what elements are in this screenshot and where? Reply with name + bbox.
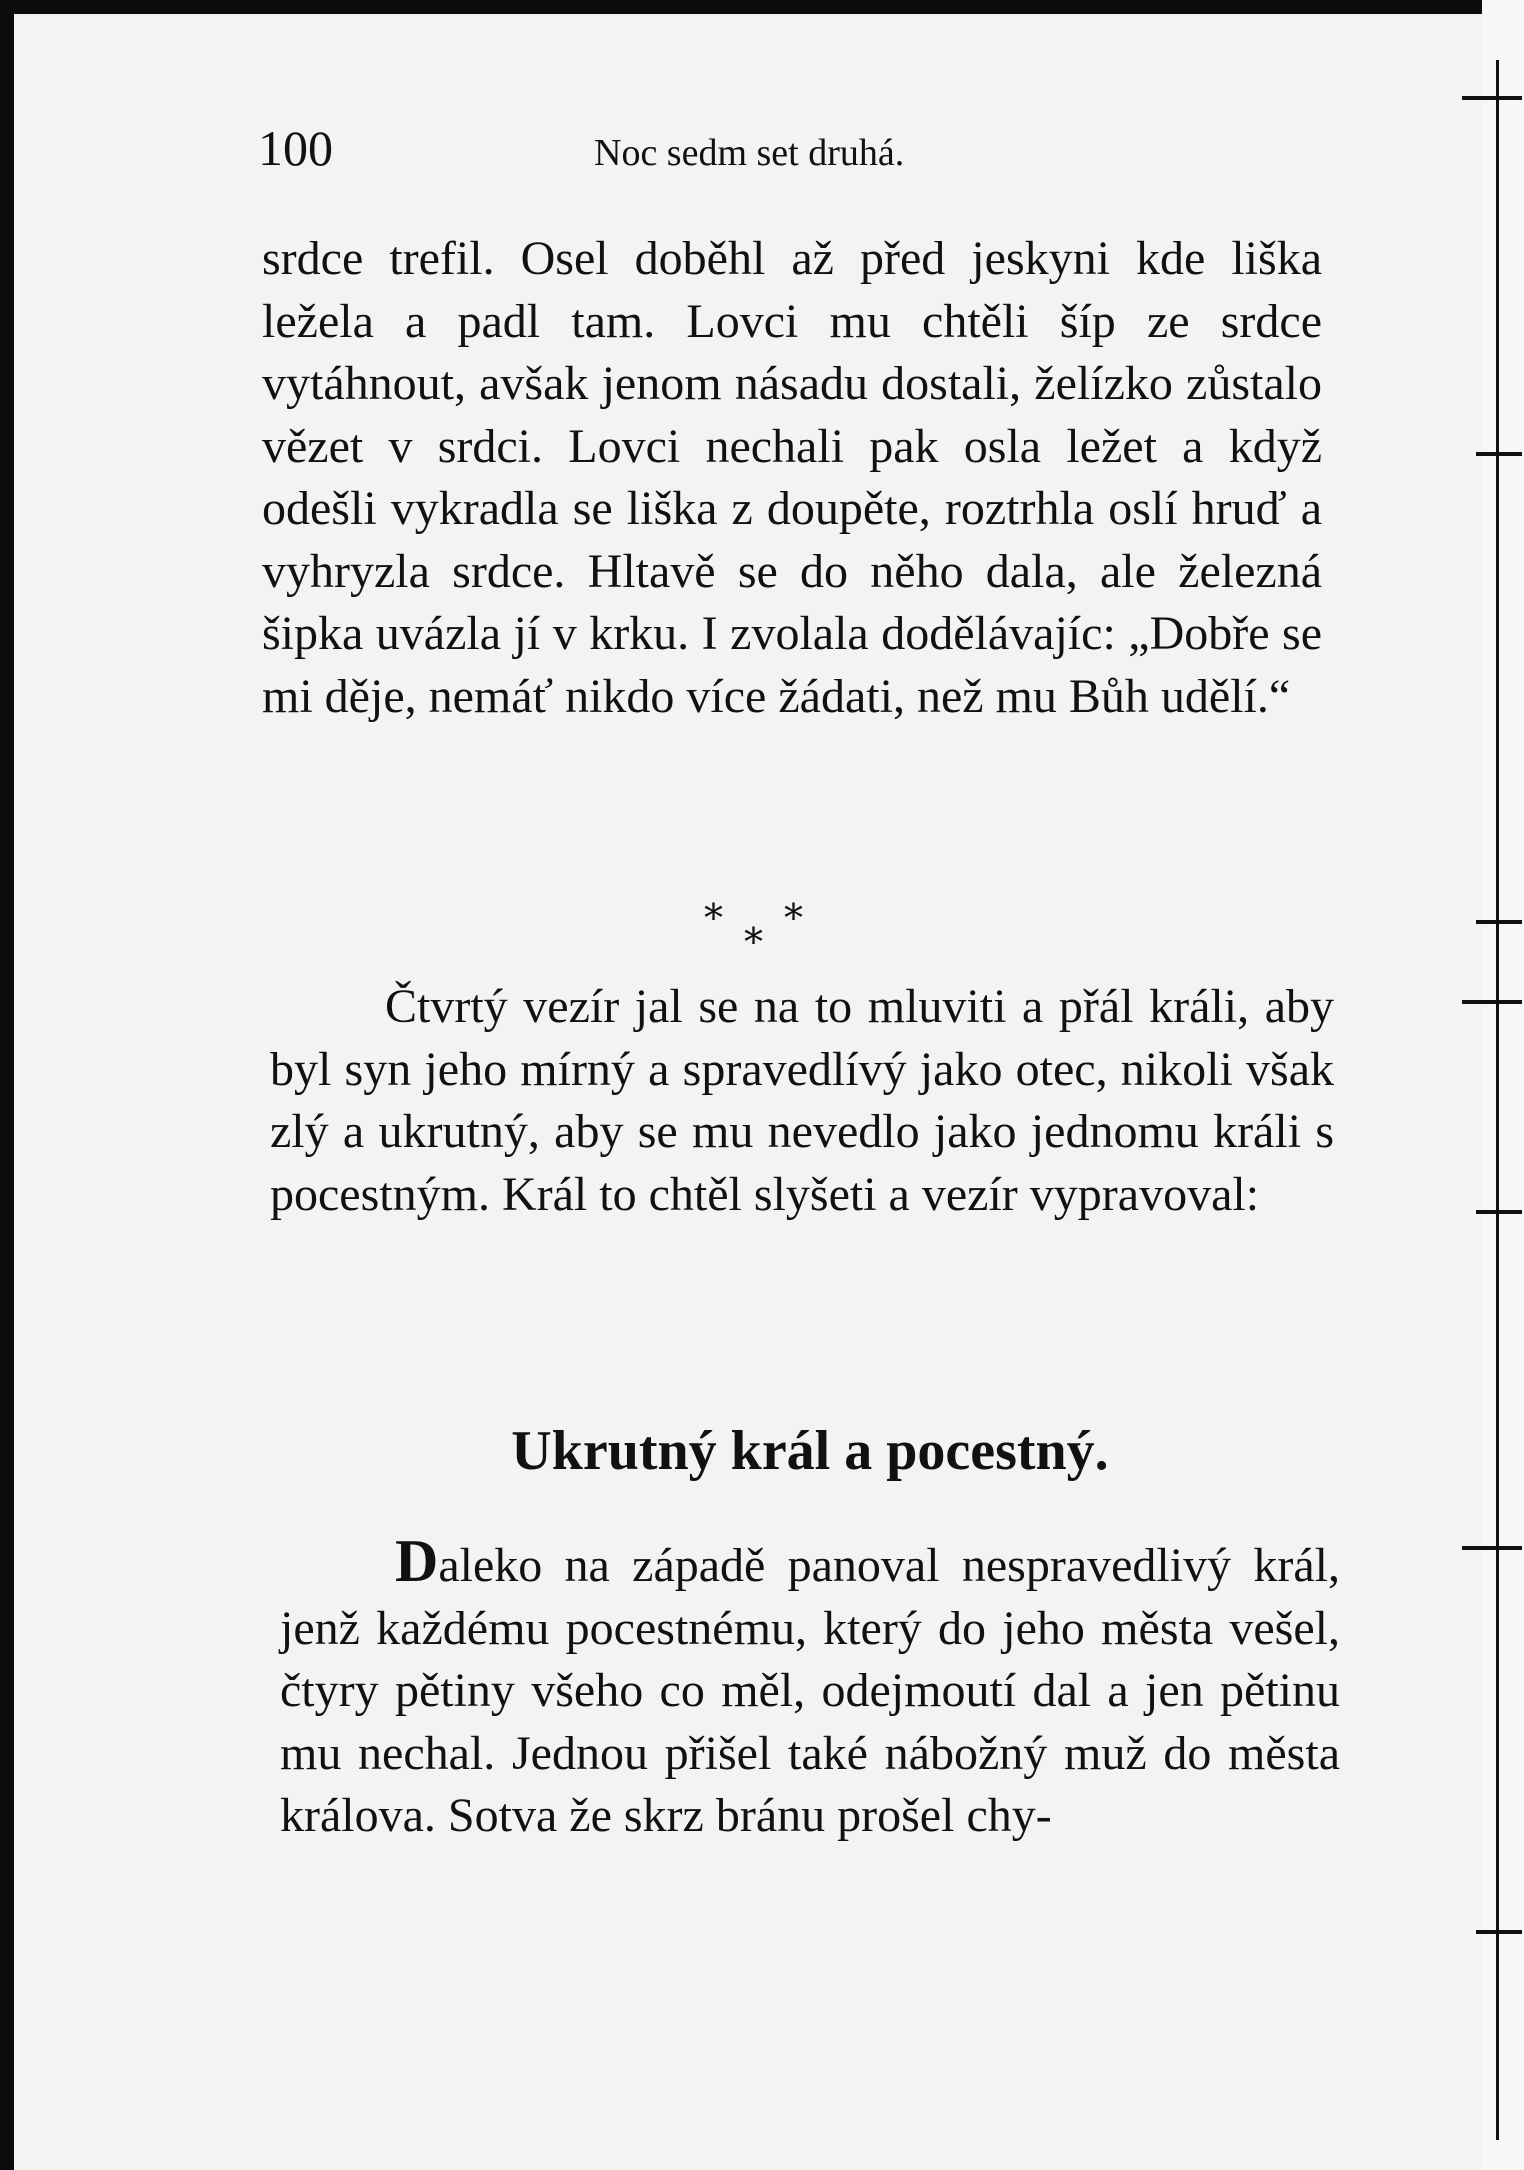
story-title: Ukrutný král a pocestný. [511, 1420, 1109, 1482]
gutter-tick [1462, 1546, 1522, 1550]
paragraph-3 [280, 1530, 1340, 1848]
paragraph-3-body [280, 1530, 1340, 1848]
asterisk: * [704, 896, 723, 940]
page-gutter [1482, 0, 1524, 2170]
gutter-tick [1462, 96, 1522, 100]
drop-cap: D [395, 1528, 439, 1594]
paragraph-1 [262, 228, 1322, 728]
asterisk: * [784, 896, 803, 940]
gutter-tick [1462, 1000, 1522, 1004]
gutter-tick [1476, 452, 1522, 456]
paragraph-2 [270, 976, 1334, 1226]
paragraph-2-text: Čtvrtý vezír jal se na to mluviti a přál králi, aby byl syn jeho mírný a spravedlívý jako otec, nikoli však zlý a ukrutný, aby se mu nevedlo jako jednomu králi s pocestným. Král to chtěl slyšeti a vezír vypravoval: [270, 980, 1334, 1221]
page-header [258, 118, 1338, 178]
paragraph-3-text: aleko na západě panoval nespravedlivý král, jenž každému pocestnému, který do jeho města vešel, čtyry pětiny všeho co měl, odejmoutí dal a jen pětinu mu nechal. Jednou přišel také nábožný muž do města králova. Sotva že skrz bránu prošel chy- [280, 1539, 1340, 1842]
gutter-rule [1496, 60, 1499, 2140]
gutter-tick [1476, 1210, 1522, 1214]
section-asterism [660, 896, 920, 976]
gutter-tick [1476, 1930, 1522, 1934]
paragraph-1-text: srdce trefil. Osel doběhl až před jeskyni kde liška ležela a padl tam. Lovci mu chtěli šíp ze srdce vytáhnout, avšak jenom násadu dostali, želízko zůstalo vězet v srdci. Lovci nechali pak osla ležet a když odešli vykradla se liška z doupěte, roztrhla oslí hruď a vyhryzla srdce. Hltavě se do něho dala, ale železná šipka uvázla jí v krku. I zvolala dodělávajíc: „Dobře se mi děje, nemáť nikdo více žádati, než mu Bůh udělí.“ [262, 232, 1322, 723]
gutter-tick [1476, 920, 1522, 924]
page-number: 100 [258, 120, 333, 176]
running-head: Noc sedm set druhá. [594, 132, 905, 174]
asterisk: * [744, 920, 763, 964]
